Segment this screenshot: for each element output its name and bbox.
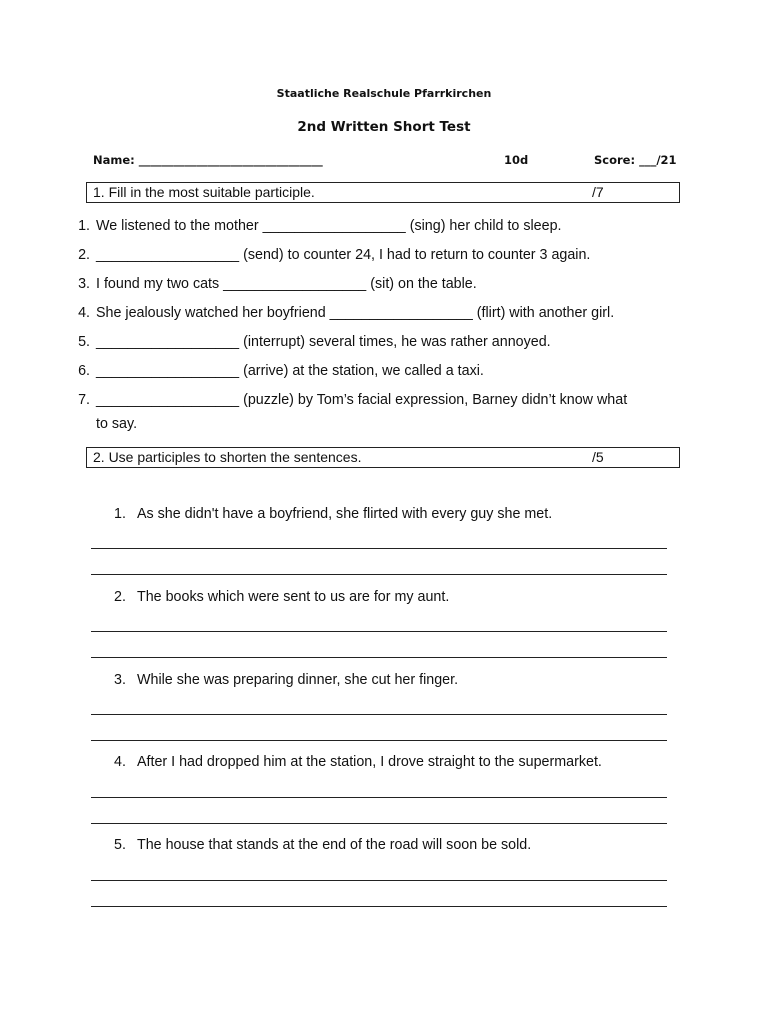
item-text: __________________ (send) to counter 24, I had to return to counter 3 again. bbox=[96, 247, 591, 263]
item-number: 2. bbox=[78, 247, 90, 263]
answer-line bbox=[91, 880, 667, 881]
item-number: 3. bbox=[78, 276, 90, 292]
class-label: 10d bbox=[504, 153, 529, 167]
item-number: 6. bbox=[78, 363, 90, 379]
item-text: After I had dropped him at the station, I drove straight to the supermarket. bbox=[137, 754, 602, 770]
item-number: 5. bbox=[114, 837, 126, 853]
answer-line bbox=[91, 657, 667, 658]
answer-line bbox=[91, 797, 667, 798]
item-number: 4. bbox=[78, 305, 90, 321]
answer-line bbox=[91, 631, 667, 632]
item-number: 4. bbox=[114, 754, 126, 770]
school-name: Staatliche Realschule Pfarrkirchen bbox=[276, 87, 492, 100]
item-number: 3. bbox=[114, 672, 126, 688]
item-text: __________________ (arrive) at the station, we called a taxi. bbox=[96, 363, 484, 379]
item-text: __________________ (interrupt) several times, he was rather annoyed. bbox=[96, 334, 551, 350]
item-text: I found my two cats __________________ (sit) on the table. bbox=[96, 276, 477, 292]
item-text: While she was preparing dinner, she cut her finger. bbox=[137, 672, 459, 688]
name-field: Name: ________________________________ bbox=[93, 153, 323, 167]
answer-line bbox=[91, 574, 667, 575]
score-field: Score: ___/21 bbox=[594, 153, 677, 167]
answer-line bbox=[91, 714, 667, 715]
part1-points: /7 bbox=[592, 184, 604, 200]
item-number: 7. bbox=[78, 392, 90, 408]
item-number: 2. bbox=[114, 589, 126, 605]
item-text: We listened to the mother __________________ (sing) her child to sleep. bbox=[96, 218, 562, 234]
item-number: 5. bbox=[78, 334, 90, 350]
item-number: 1. bbox=[114, 506, 126, 522]
item-text: The house that stands at the end of the road will soon be sold. bbox=[137, 837, 532, 853]
part2-points: /5 bbox=[592, 449, 604, 465]
item-text-continued: to say. bbox=[96, 416, 138, 432]
item-number: 1. bbox=[78, 218, 90, 234]
item-text: __________________ (puzzle) by Tom’s facial expression, Barney didn’t know what bbox=[96, 392, 628, 408]
item-text: She jealously watched her boyfriend __________________ (flirt) with another girl. bbox=[96, 305, 615, 321]
part1-instruction-box bbox=[86, 182, 680, 203]
part2-instruction: 2. Use participles to shorten the sentences. bbox=[93, 449, 362, 465]
answer-line bbox=[91, 823, 667, 824]
part1-instruction: 1. Fill in the most suitable participle. bbox=[93, 184, 315, 200]
item-text: The books which were sent to us are for my aunt. bbox=[137, 589, 450, 605]
answer-line bbox=[91, 740, 667, 741]
answer-line bbox=[91, 548, 667, 549]
answer-line bbox=[91, 906, 667, 907]
item-text: As she didn't have a boyfriend, she flirted with every guy she met. bbox=[137, 506, 553, 522]
test-title: 2nd Written Short Test bbox=[297, 119, 471, 135]
part2-instruction-box bbox=[86, 447, 680, 468]
